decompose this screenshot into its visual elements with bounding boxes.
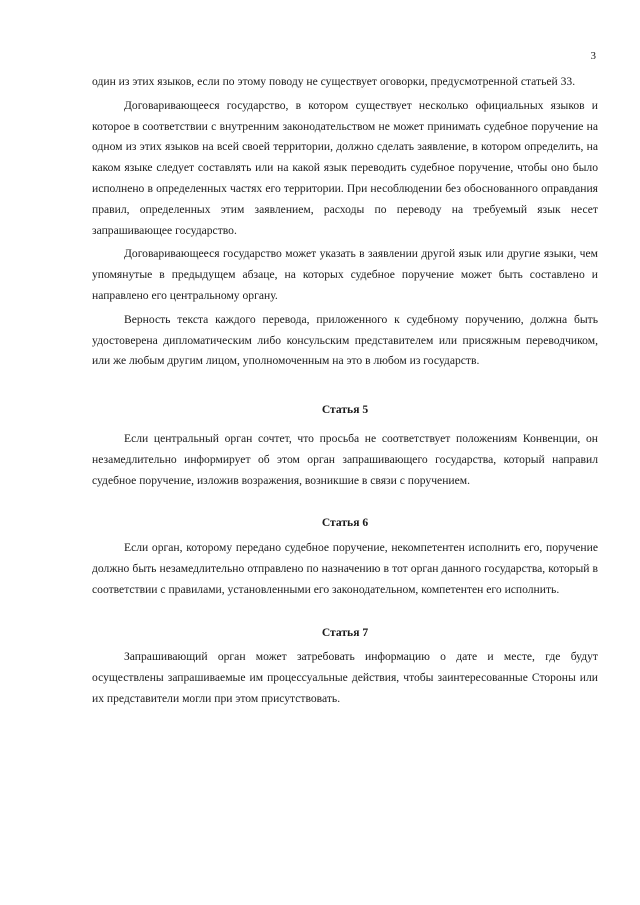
paragraph-continuation: один из этих языков, если по этому поводу не существует оговорки, предусмотренной статьей 33.: [92, 75, 576, 88]
paragraph-other-languages: Договаривающееся государство может указать в заявлении другой язык или другие языки, чем упомянутые в предыдущем абзаце, на которых судебное поручение может быть составлено и направлено его центральному органу.: [92, 247, 598, 302]
article-6-text: Если орган, которому передано судебное поручение, некомпетентен исполнить его, поручение должно быть незамедлительно отправлено по назначению в тот орган данного государства, который в соответствии с правилами, установленными его законодательном, компетентен его исполнить.: [92, 541, 598, 596]
article-7-text: Запрашивающий орган может затребовать информацию о дате и месте, где будут осуществлены запрашиваемые им процессуальные действия, чтобы заинтересованные Стороны или их представители могли при этом присутствовать.: [92, 650, 598, 705]
document-body: [92, 72, 598, 713]
article-5-text: Если центральный орган сочтет, что просьба не соответствует положениям Конвенции, он незамедлительно информирует об этом орган запрашивающего государства, который направил судебное поручение, изложив возражения, возникшие в связи с поручением.: [92, 431, 598, 487]
paragraph-official-languages: Договаривающееся государство, в котором существует несколько официальных языков и которое в соответствии с внутренним законодательством не может принимать судебное поручение на одном из этих языков на всей своей территории, должно сделать заявление, в котором определить, на каком языке следует составлять или на какой язык переводить судебное поручение, чтобы оно было исполнено в определенных частях его территории. При несоблюдении без обоснованного оправдания правил, определенных этим заявлением, расходы по переводу на требуемый язык несет запрашивающее государство.: [92, 98, 598, 237]
page-number: 3: [590, 50, 596, 62]
article-5-heading: Статья 5: [321, 403, 369, 417]
article-6-heading: Статья 6: [321, 516, 369, 530]
paragraph-translation-accuracy: Верность текста каждого перевода, приложенного к судебному поручению, должна быть удостоверена дипломатическим либо консульским представителем или присяжным переводчиком, или же любым другим лицом, уполномоченным на это в любом из государств.: [92, 312, 598, 368]
article-7-heading: Статья 7: [321, 625, 369, 639]
